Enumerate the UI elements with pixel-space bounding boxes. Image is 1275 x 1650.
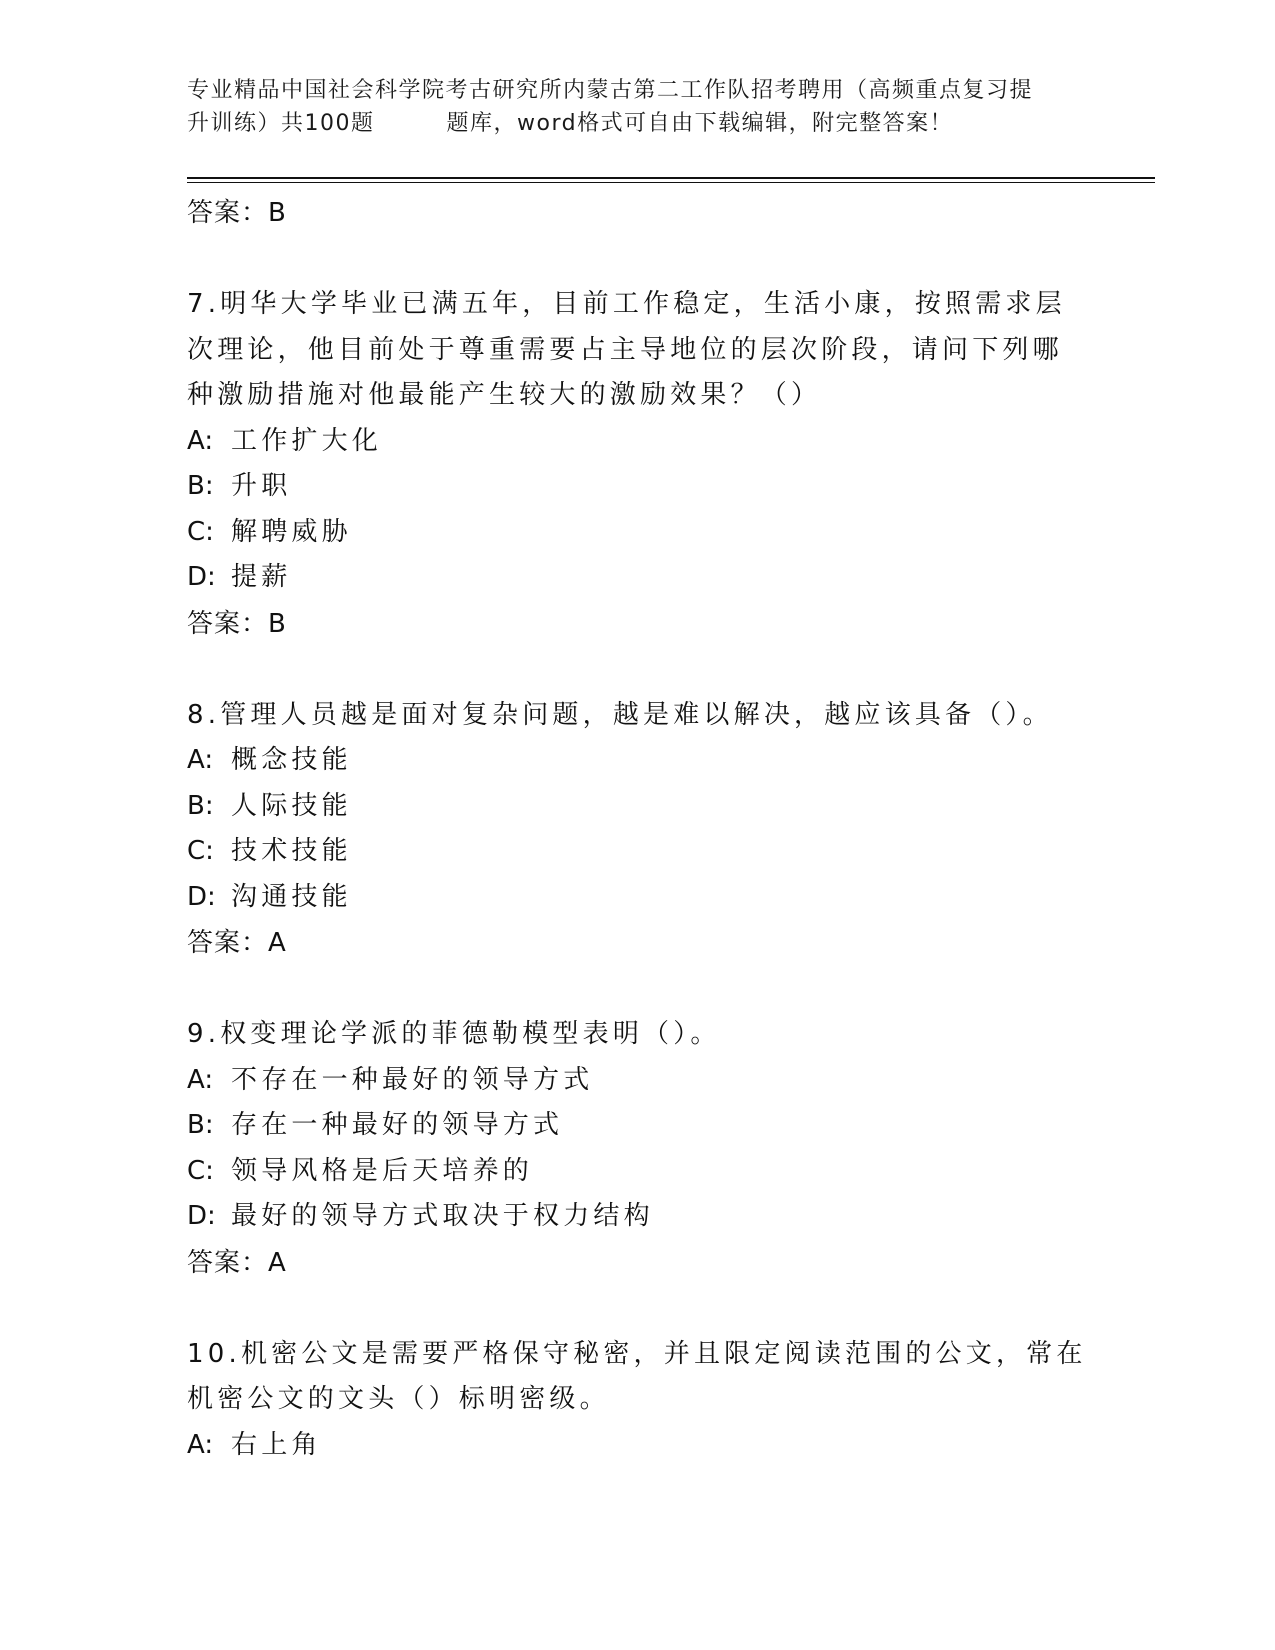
answer-label: 答案：	[187, 198, 269, 228]
option-text: 概念技能	[231, 745, 352, 775]
option-text: 领导风格是后天培养的	[231, 1155, 534, 1186]
question-number: 10.	[187, 1338, 241, 1369]
option-b	[187, 464, 1087, 510]
option-b	[187, 784, 1087, 830]
header-line-2-left: 升训练）共100题	[187, 111, 375, 136]
question-10	[187, 1332, 1087, 1469]
option-d	[187, 875, 1087, 921]
option-a	[187, 738, 1087, 784]
option-text: 升职	[231, 471, 292, 501]
spacer	[187, 966, 1087, 1012]
answer-value: B	[268, 608, 287, 639]
header-line-1: 专业精品中国社会科学院考古研究所内蒙古第二工作队招考聘用（高频重点复习提	[187, 78, 1034, 103]
answer-label: 答案：	[187, 608, 269, 639]
option-c	[187, 829, 1087, 875]
question-text	[187, 1012, 1087, 1058]
question-7	[187, 282, 1087, 647]
question-number: 7.	[187, 289, 221, 319]
option-text: 提薪	[231, 562, 292, 592]
option-key: C:	[187, 836, 214, 866]
page-header	[187, 74, 1087, 140]
option-a	[187, 419, 1087, 465]
option-key: B:	[187, 790, 214, 821]
option-a	[187, 1058, 1087, 1104]
question-body: 权变理论学派的菲德勒模型表明（）。	[220, 1019, 721, 1049]
option-key: D:	[187, 562, 216, 592]
answer-value: A	[268, 1247, 287, 1278]
option-text: 沟通技能	[231, 881, 352, 912]
header-line-2	[187, 107, 1087, 140]
option-text: 不存在一种最好的领导方式	[231, 1064, 594, 1095]
answer	[187, 1240, 1087, 1286]
option-text: 技术技能	[231, 836, 352, 866]
option-a	[187, 1423, 1087, 1469]
answer-label: 答案：	[187, 1247, 269, 1278]
option-text: 存在一种最好的领导方式	[231, 1110, 564, 1140]
option-b	[187, 1103, 1087, 1149]
spacer	[187, 236, 1087, 282]
option-d	[187, 1194, 1087, 1240]
option-text: 人际技能	[231, 790, 352, 821]
option-c	[187, 1149, 1087, 1195]
option-text: 右上角	[231, 1429, 322, 1460]
answer-value: A	[268, 928, 287, 958]
option-text: 解聘威胁	[231, 516, 352, 547]
option-key: A:	[187, 1429, 214, 1460]
option-key: A:	[187, 425, 214, 456]
spacer	[187, 647, 1087, 693]
option-key: C:	[187, 516, 214, 547]
answer	[187, 920, 1087, 966]
answer-value: B	[268, 198, 287, 228]
question-body: 管理人员越是面对复杂问题，越是难以解决，越应该具备（）。	[220, 699, 1053, 730]
option-text: 工作扩大化	[231, 425, 383, 456]
answer-label: 答案：	[187, 928, 269, 958]
previous-answer	[187, 190, 1087, 236]
question-list	[187, 190, 1087, 1468]
question-text	[187, 693, 1087, 739]
option-key: B:	[187, 1110, 214, 1140]
question-text	[187, 1332, 1087, 1423]
question-number: 9.	[187, 1019, 221, 1049]
header-line-2-right: 题库，word格式可自由下载编辑，附完整答案！	[446, 111, 954, 136]
header-rule-thick	[187, 177, 1155, 179]
option-c	[187, 510, 1087, 556]
option-key: A:	[187, 1064, 214, 1095]
option-key: D:	[187, 881, 216, 912]
option-d	[187, 555, 1087, 601]
option-key: B:	[187, 471, 214, 501]
question-body: 明华大学毕业已满五年，目前工作稳定，生活小康，按照需求层次理论，他目前处于尊重需要占主导地位的层次阶段，请问下列哪种激励措施对他最能产生较大的激励效果？（）	[187, 289, 1066, 410]
option-key: D:	[187, 1201, 216, 1231]
spacer	[187, 1286, 1087, 1332]
question-text	[187, 282, 1087, 419]
option-key: A:	[187, 745, 214, 775]
answer	[187, 601, 1087, 647]
question-9	[187, 1012, 1087, 1286]
option-key: C:	[187, 1155, 214, 1186]
question-body: 机密公文是需要严格保守秘密，并且限定阅读范围的公文，常在机密公文的文头（）标明密级。	[187, 1338, 1087, 1414]
header-rule-thin	[187, 182, 1155, 183]
question-8	[187, 693, 1087, 967]
question-number: 8.	[187, 699, 221, 730]
option-text: 最好的领导方式取决于权力结构	[231, 1201, 654, 1231]
